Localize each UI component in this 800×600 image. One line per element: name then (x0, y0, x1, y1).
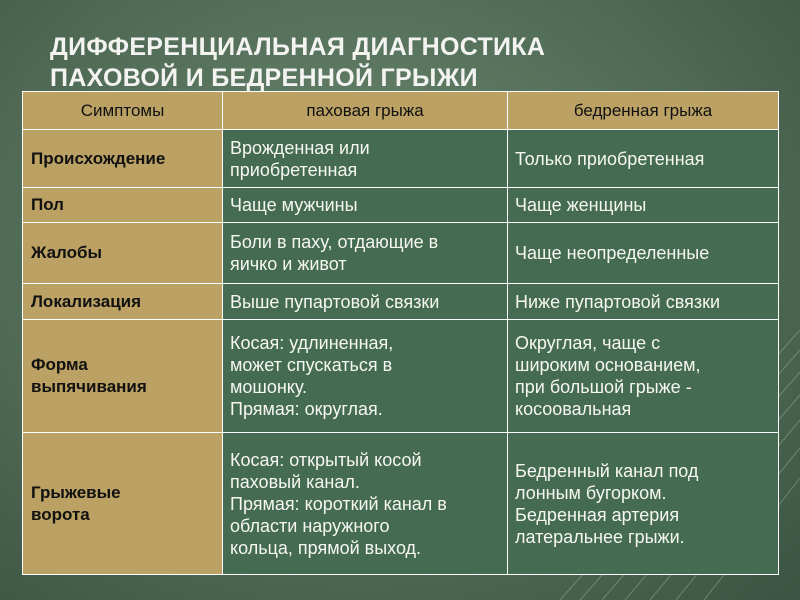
table-row (23, 284, 779, 320)
cell-text: яичко и живот (230, 254, 347, 274)
cell-text: Бедренный канал под (515, 460, 699, 481)
cell-inguinal-complaints (223, 223, 508, 284)
table-row (23, 223, 779, 284)
table-header-row (23, 92, 779, 130)
cell-text: Чаще женщины (515, 195, 647, 215)
row-label-complaints (23, 223, 223, 284)
cell-text: Ниже пупартовой связки (515, 291, 720, 312)
cell-femoral-sex (508, 188, 779, 223)
cell-text: при большой грыже - (515, 377, 692, 397)
row-label-text: Грыжевые (31, 482, 121, 502)
cell-text: Чаще неопределенные (515, 243, 710, 263)
table-row (23, 188, 779, 223)
cell-text: кольца, прямой выход. (230, 537, 422, 558)
row-label-sex (23, 188, 223, 223)
slide-title (50, 32, 545, 94)
cell-inguinal-protrusion-shape (223, 320, 508, 433)
cell-text: косоовальная (515, 399, 632, 419)
row-label-protrusion-shape (23, 320, 223, 433)
cell-text: Округлая, чаще с (515, 333, 661, 353)
row-label-text: Происхождение (31, 148, 166, 168)
table-row (23, 320, 779, 433)
row-label-text: Жалобы (31, 243, 103, 262)
row-label-text: ворота (31, 504, 90, 524)
cell-inguinal-origin (223, 130, 508, 188)
cell-femoral-hernia-gate (508, 433, 779, 575)
cell-text: Косая: открытый косой (230, 449, 422, 470)
row-label-text: Локализация (31, 291, 142, 311)
header-symptoms: Симптомы (23, 92, 223, 130)
row-label-text: Форма (31, 355, 88, 374)
cell-femoral-localization (508, 284, 779, 320)
cell-text: Бедренная артерия (515, 504, 680, 525)
title-line-1: ДИФФЕРЕНЦИАЛЬНАЯ ДИАГНОСТИКА (50, 33, 546, 61)
cell-text: паховый канал. (230, 471, 360, 492)
title-line-2: ПАХОВОЙ И БЕДРЕННОЙ ГРЫЖИ (50, 64, 478, 92)
cell-text: Косая: удлиненная, (230, 333, 394, 353)
table-row (23, 130, 779, 188)
cell-text: латеральнее грыжи. (515, 526, 685, 547)
row-label-origin (23, 130, 223, 188)
cell-text: широким основанием, (515, 355, 701, 375)
cell-text: Прямая: округлая. (230, 399, 383, 419)
row-label-hernia-gate (23, 433, 223, 575)
cell-text: Врожденная или (230, 137, 370, 158)
cell-text: Прямая: короткий канал в (230, 493, 447, 514)
cell-inguinal-sex (223, 188, 508, 223)
cell-femoral-complaints (508, 223, 779, 284)
cell-text: Выше пупартовой связки (230, 291, 440, 312)
row-label-text: выпячивания (31, 377, 147, 396)
cell-text: области наружного (230, 515, 390, 536)
row-label-text: Пол (31, 195, 64, 214)
cell-text: лонным бугорком. (515, 482, 667, 503)
cell-inguinal-hernia-gate (223, 433, 508, 575)
cell-text: Чаще мужчины (230, 195, 358, 215)
header-femoral-hernia: бедренная грыжа (508, 92, 779, 130)
cell-text: может спускаться в (230, 355, 393, 375)
cell-inguinal-localization (223, 284, 508, 320)
row-label-localization (23, 284, 223, 320)
table-row (23, 433, 779, 575)
cell-text: мошонку. (230, 377, 308, 397)
cell-text: Только приобретенная (515, 148, 705, 169)
header-inguinal-hernia: паховая грыжа (223, 92, 508, 130)
cell-femoral-origin (508, 130, 779, 188)
cell-femoral-protrusion-shape (508, 320, 779, 433)
cell-text: Боли в паху, отдающие в (230, 232, 439, 252)
differential-diagnosis-table (22, 91, 779, 575)
cell-text: приобретенная (230, 159, 358, 180)
